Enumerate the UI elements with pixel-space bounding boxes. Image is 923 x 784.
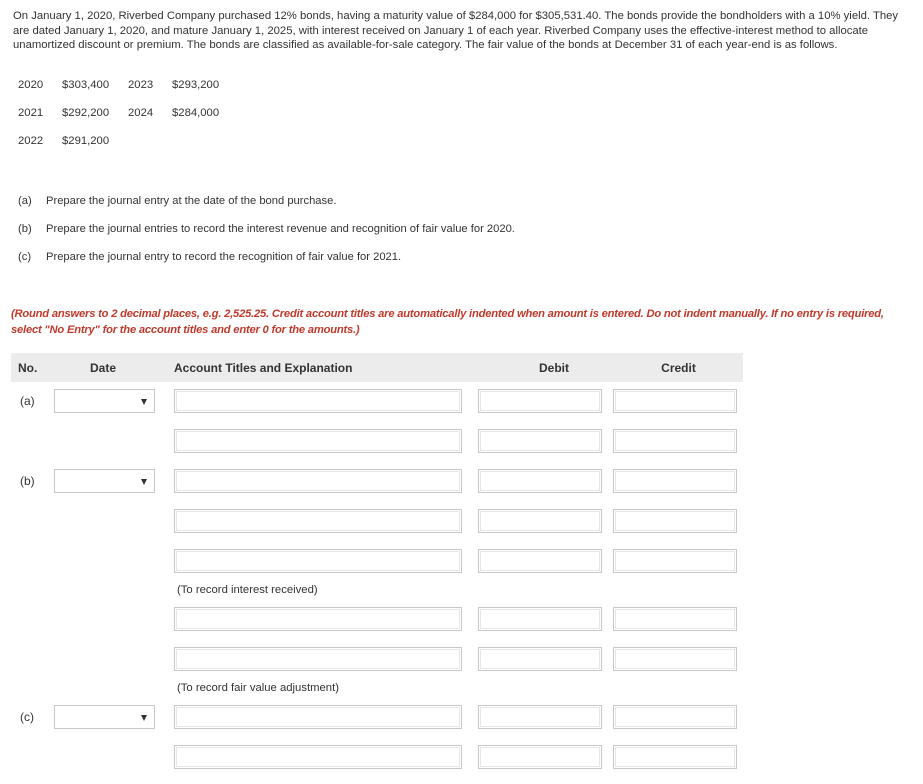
problem-statement: On January 1, 2020, Riverbed Company purchased 12% bonds, having a maturity value of $284,000 for $305,531.40. The bonds provide the bondholders with a 10% yield. They are dated January 1, 2020, and mature January 1, 2025, with interest received on January 1 of each year. Riverbed Company uses the effective-interest method to allocate unamortized discount or premium. The bonds are classified as available-for-sale category. The fair value of the bonds at December 31 of each year-end is as follows.	[13, 10, 899, 51]
header-date: Date	[90, 360, 117, 375]
credit-input[interactable]	[613, 389, 737, 413]
header-account-titles: Account Titles and Explanation	[174, 360, 353, 375]
credit-input[interactable]	[613, 705, 737, 729]
task-item	[18, 251, 515, 279]
journal-row	[11, 744, 751, 770]
fair-value-row	[18, 107, 238, 135]
task-text: Prepare the journal entry at the date of the bond purchase.	[46, 195, 337, 207]
header-debit: Debit	[539, 360, 569, 375]
credit-input[interactable]	[613, 745, 737, 769]
memo-fair-value-adjustment: (To record fair value adjustment)	[177, 682, 339, 694]
account-title-input[interactable]	[174, 745, 462, 769]
account-title-input[interactable]	[174, 549, 462, 573]
fair-value-row	[18, 79, 238, 107]
fair-value-row	[18, 135, 238, 163]
fair-value-table	[18, 79, 238, 163]
task-text: Prepare the journal entry to record the recognition of fair value for 2021.	[46, 251, 402, 263]
account-title-input[interactable]	[174, 647, 462, 671]
task-letter: (a)	[18, 195, 32, 207]
account-title-input[interactable]	[174, 509, 462, 533]
task-letter: (b)	[18, 223, 32, 235]
fair-value-year: 2022	[18, 135, 44, 147]
journal-row	[11, 508, 751, 534]
date-dropdown[interactable]	[54, 469, 155, 493]
dropdown-arrow-icon	[141, 479, 147, 485]
account-title-input[interactable]	[174, 607, 462, 631]
journal-row	[11, 548, 751, 574]
credit-input[interactable]	[613, 549, 737, 573]
fair-value-amount: $292,200	[62, 107, 110, 119]
entry-label-c: (c)	[20, 710, 34, 724]
debit-input[interactable]	[478, 389, 602, 413]
fair-value-year: 2024	[128, 107, 154, 119]
account-title-input[interactable]	[174, 705, 462, 729]
fair-value-year: 2020	[18, 79, 44, 91]
debit-input[interactable]	[478, 549, 602, 573]
task-list	[18, 195, 515, 279]
fair-value-year: 2021	[18, 107, 44, 119]
memo-interest-received: (To record interest received)	[177, 584, 318, 596]
header-credit: Credit	[661, 360, 696, 375]
task-item	[18, 195, 515, 223]
debit-input[interactable]	[478, 607, 602, 631]
fair-value-amount: $303,400	[62, 79, 110, 91]
dropdown-arrow-icon	[141, 715, 147, 721]
date-dropdown[interactable]	[54, 389, 155, 413]
rounding-instructions: (Round answers to 2 decimal places, e.g. 2,525.25. Credit account titles are automatically indented when amount is entered. Do not indent manually. If no entry is required, select "No Entry" for the account titles and enter 0 for the amounts.)	[11, 308, 884, 336]
entry-label-a: (a)	[20, 394, 35, 408]
fair-value-amount: $291,200	[62, 135, 110, 147]
debit-input[interactable]	[478, 647, 602, 671]
journal-row	[11, 704, 751, 730]
fair-value-year: 2023	[128, 79, 154, 91]
journal-table-header	[11, 353, 743, 382]
debit-input[interactable]	[478, 469, 602, 493]
fair-value-amount: $284,000	[172, 107, 220, 119]
debit-input[interactable]	[478, 429, 602, 453]
entry-label-b: (b)	[20, 474, 35, 488]
credit-input[interactable]	[613, 429, 737, 453]
journal-row	[11, 388, 751, 414]
date-dropdown[interactable]	[54, 705, 155, 729]
account-title-input[interactable]	[174, 469, 462, 493]
debit-input[interactable]	[478, 509, 602, 533]
task-item	[18, 223, 515, 251]
credit-input[interactable]	[613, 469, 737, 493]
credit-input[interactable]	[613, 647, 737, 671]
credit-input[interactable]	[613, 509, 737, 533]
task-text: Prepare the journal entries to record the interest revenue and recognition of fair value for 2020.	[46, 223, 515, 235]
credit-input[interactable]	[613, 607, 737, 631]
header-no: No.	[18, 360, 38, 375]
journal-row	[11, 428, 751, 454]
debit-input[interactable]	[478, 745, 602, 769]
fair-value-amount: $293,200	[172, 79, 220, 91]
account-title-input[interactable]	[174, 429, 462, 453]
debit-input[interactable]	[478, 705, 602, 729]
account-title-input[interactable]	[174, 389, 462, 413]
journal-row	[11, 646, 751, 672]
task-letter: (c)	[18, 251, 32, 263]
journal-row	[11, 468, 751, 494]
journal-row	[11, 606, 751, 632]
dropdown-arrow-icon	[141, 399, 147, 405]
